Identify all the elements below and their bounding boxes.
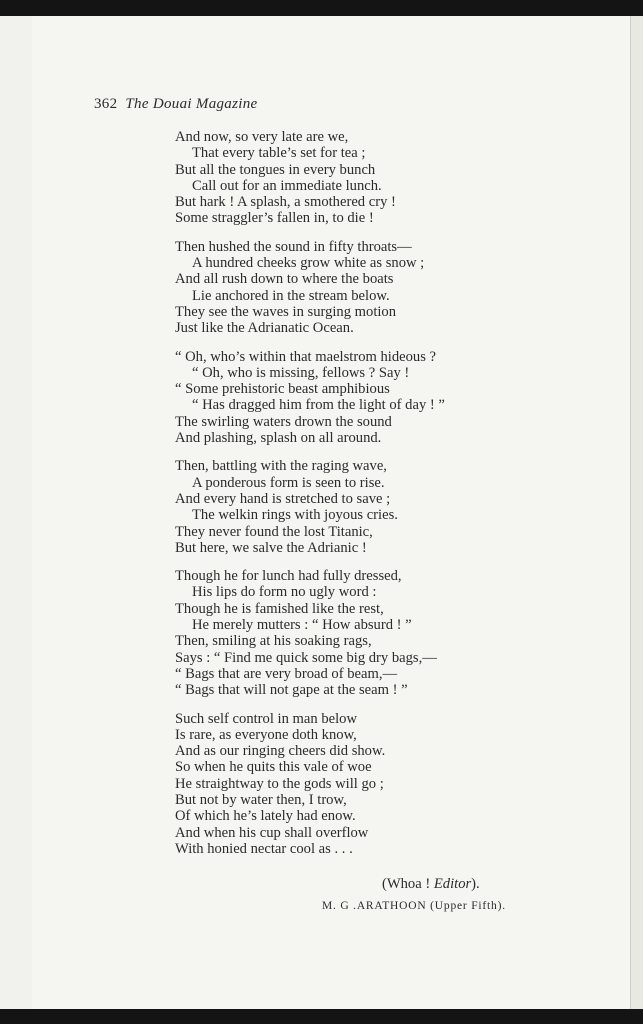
stanza [175, 349, 555, 447]
poem-line: And as our ringing cheers did show. [175, 743, 386, 760]
poem-line: Lie anchored in the stream below. [192, 287, 390, 304]
scan-top-border [0, 0, 643, 16]
poem-line: The welkin rings with joyous cries. [192, 507, 398, 524]
poem-line: “ Bags that are very broad of beam,— [175, 665, 398, 682]
poem-line: And now, so very late are we, [175, 129, 349, 145]
page-number: 362 [94, 96, 118, 112]
poem-line: But here, we salve the Adrianic ! [175, 539, 367, 556]
book-spine-edge [630, 16, 643, 1009]
poem-line: They see the waves in surging motion [175, 303, 397, 320]
author-signature: M. G .ARATHOON (Upper Fifth). [322, 900, 506, 912]
poem-line: The swirling waters drown the sound [175, 413, 392, 430]
poem-line: And all rush down to where the boats [175, 271, 394, 288]
poem-line: A hundred cheeks grow white as snow ; [192, 255, 425, 272]
poem-line: He merely mutters : “ How absurd ! ” [192, 617, 412, 634]
poem-line: Then hushed the sound in fifty throats— [175, 238, 412, 255]
poem-line: And when his cup shall overflow [175, 824, 369, 841]
poem-line: But all the tongues in every bunch [175, 161, 376, 178]
poem-line: Of which he’s lately had enow. [175, 808, 356, 825]
poem-line: Some straggler’s fallen in, to die ! [175, 210, 374, 227]
poem-line: Though he for lunch had fully dressed, [175, 568, 402, 585]
poem-line: With honied nectar cool as . . . [175, 840, 353, 857]
poem-line: Such self control in man below [175, 710, 357, 727]
poem-line: Though he is famished like the rest, [175, 600, 384, 617]
poem-line: Then, battling with the raging wave, [175, 458, 387, 475]
poem-line: And every hand is stretched to save ; [175, 490, 391, 507]
editor-note-italic: Editor [433, 876, 472, 892]
editor-note-close: ). [471, 876, 480, 892]
poem-line: “ Has dragged him from the light of day ! ” [192, 397, 445, 414]
poem-line: He straightway to the gods will go ; [175, 775, 384, 792]
poem-line: A ponderous form is seen to rise. [192, 474, 385, 491]
poem-line: His lips do form no ugly word : [192, 584, 377, 601]
poem-line: They never found the lost Titanic, [175, 523, 373, 540]
poem-line: That every table’s set for tea ; [192, 145, 366, 162]
poem-line: Then, smiling at his soaking rags, [175, 633, 372, 650]
poem-line: Just like the Adrianatic Ocean. [175, 320, 354, 337]
poem-line: And plashing, splash on all around. [175, 430, 382, 447]
poem-line: Call out for an immediate lunch. [192, 177, 382, 194]
stanza [175, 239, 555, 337]
editor-note-open: (Whoa ! [382, 876, 434, 892]
stanza [175, 568, 555, 698]
stanza [175, 711, 555, 858]
poem [175, 129, 555, 869]
scan-bottom-border [0, 1009, 643, 1024]
facing-page-edge [0, 16, 33, 1009]
journal-title: The Douai Magazine [125, 96, 258, 112]
stanza [175, 129, 555, 227]
poem-line: Is rare, as everyone doth know, [175, 726, 357, 743]
poem-line: But not by water then, I trow, [175, 791, 347, 808]
poem-line: So when he quits this vale of woe [175, 759, 372, 776]
poem-line: “ Oh, who is missing, fellows ? Say ! [192, 364, 410, 381]
poem-line: But hark ! A splash, a smothered cry ! [175, 194, 396, 211]
poem-line: “ Some prehistoric beast amphibious [175, 381, 390, 398]
editor-note [382, 876, 480, 893]
poem-line: “ Oh, who’s within that maelstrom hideous ? [175, 348, 437, 365]
poem-line: “ Bags that will not gape at the seam ! ” [175, 682, 408, 699]
stanza [175, 458, 555, 556]
poem-line: Says : “ Find me quick some big dry bags,— [175, 649, 437, 666]
running-head [94, 95, 257, 113]
